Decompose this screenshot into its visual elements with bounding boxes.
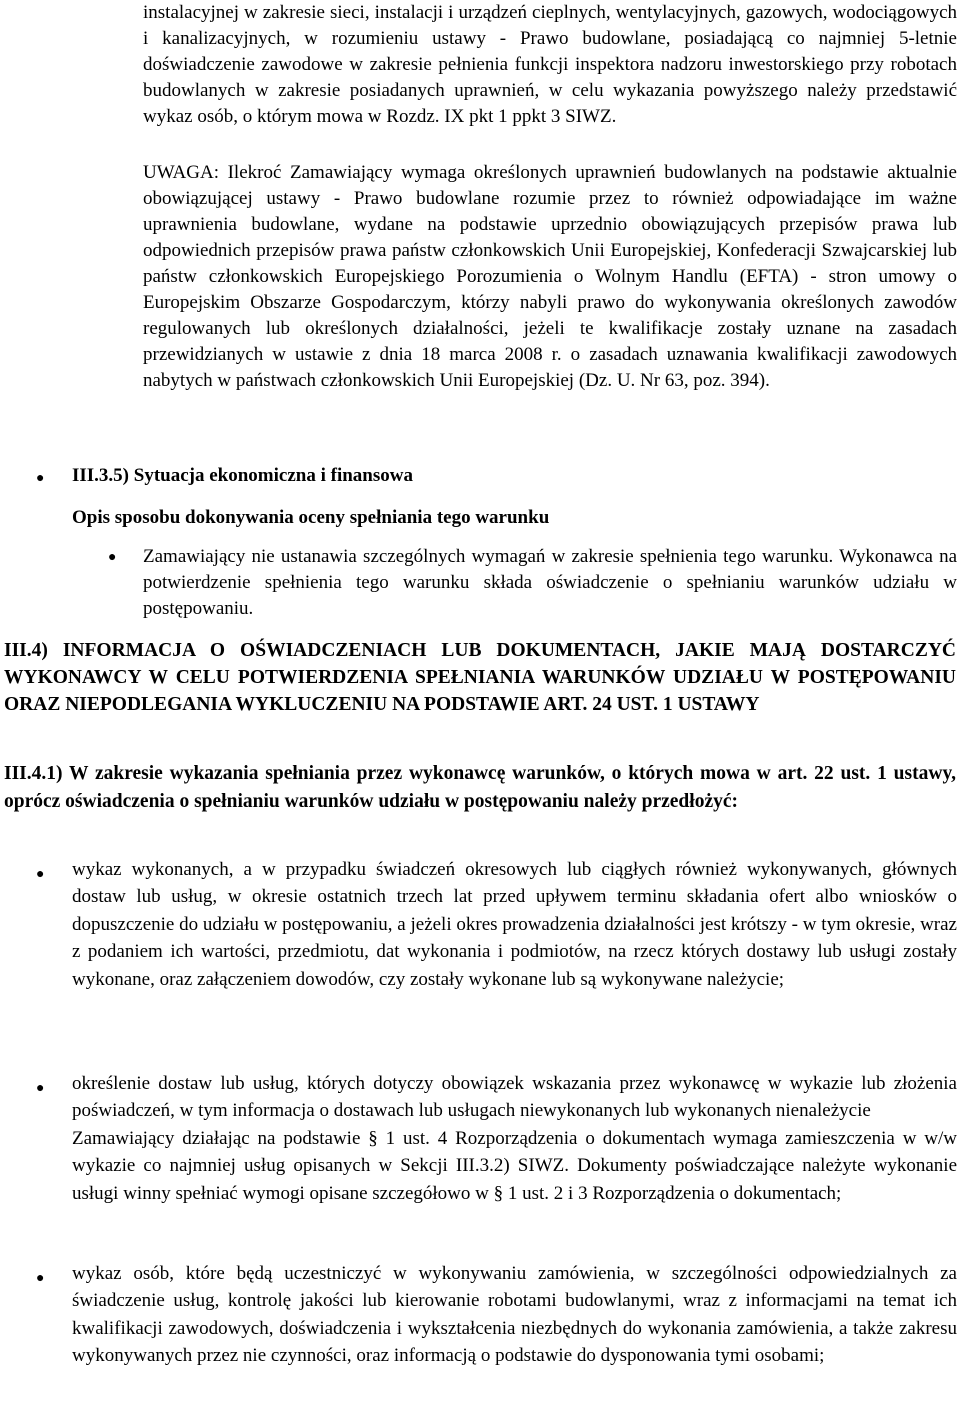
- bullet-icon: ●: [36, 1271, 45, 1286]
- uwaga-paragraph: UWAGA: Ilekroć Zamawiający wymaga określonych uprawnień budowlanych na podstawie aktualnie obowiązującej ustawy - Prawo budowlane rozumie przez to również odpowiadające im ważne uprawnienia budowlane, wydane na podstawie uprzednio obowiązujących przepisów prawa lub odpowiednich przepisów prawa państw członkowskich Unii Europejskiej, Konfederacji Szwajcarskiej lub państw członkowskich Europejskiego Porozumienia o Wolnym Handlu (EFTA) - stron umowy o Europejskim Obszarze Gospodarczym, którzy nabyli prawo do wykonywania określonych zawodów regulowanych lub określonych działalności, jeżeli te kwalifikacje zostały uznane na zasadach przewidzianych w ustawie z dnia 18 marca 2008 r. o zasadach uznawania kwalifikacji zawodowych nabytych w państwach członkowskich Unii Europejskiej (Dz. U. Nr 63, poz. 394).: [143, 162, 957, 391]
- intro-paragraph: instalacyjnej w zakresie sieci, instalacji i urządzeń cieplnych, wentylacyjnych, gazowych, wodociągowych i kanalizacyjnych, w rozumieniu ustawy - Prawo budowlane, posiadającą co najmniej 5-letnie doświadczenie zawodowe w zakresie pełnienia funkcji inspektora nadzoru inwestorskiego przy robotach budowlanych w zakresie posiadanych uprawnień, w celu wykazania powyższego należy przedstawić wykaz osób, o którym mowa w Rozdz. IX pkt 1 ppkt 3 SIWZ.: [143, 2, 957, 127]
- bullet-icon: ●: [36, 471, 45, 486]
- opis-title: Opis sposobu dokonywania oceny spełniania tego warunku: [72, 507, 550, 528]
- bullet-4-1-item-2-note: Zamawiający działając na podstawie § 1 ust. 4 Rozporządzenia o dokumentach wymaga zamieszczenia w w/w wykazie co najmniej usług opisanych w Sekcji III.3.2) SIWZ. Dokumenty poświadczające należyte wykonanie usługi winny spełniać wymogi opisane szczegółowo w § 1 ust. 2 i 3 Rozporządzenia o dokumentach;: [72, 1127, 957, 1204]
- section-3-5-title: III.3.5) Sytuacja ekonomiczna i finansowa: [72, 465, 413, 486]
- section-3-5-bullet-text: Zamawiający nie ustanawia szczególnych wymagań w zakresie spełnienia tego warunku. Wykonawca na potwierdzenie spełnienia tego warunku składa oświadczenie o spełnianiu warunków udziału w postępowaniu.: [143, 546, 957, 619]
- bullet-4-1-item-2-text: określenie dostaw lub usług, których dotyczy obowiązek wskazania przez wykonawcę w wykazie lub złożenia poświadczeń, w tym informacja o dostawach lub usługach niewykonanych lub wykonanych nienależycie: [72, 1073, 957, 1122]
- bullet-icon: ●: [36, 1081, 45, 1096]
- bullet-icon: ●: [36, 867, 45, 882]
- section-4-title: III.4) INFORMACJA O OŚWIADCZENIACH LUB DOKUMENTACH, JAKIE MAJĄ DOSTARCZYĆ WYKONAWCY W CELU POTWIERDZENIA SPEŁNIANIA WARUNKÓW UDZIAŁU W POSTĘPOWANIU ORAZ NIEPODLEGANIA WYKLUCZENIU NA PODSTAWIE ART. 24 UST. 1 USTAWY: [4, 640, 956, 715]
- bullet-icon: ●: [108, 550, 117, 565]
- bullet-4-1-item-2: [72, 1070, 957, 1207]
- bullet-4-1-item-3: wykaz osób, które będą uczestniczyć w wykonywaniu zamówienia, w szczególności odpowiedzialnych za świadczenie usług, kontrolę jakości lub kierowanie robotami budowlanymi, wraz z informacjami na temat ich kwalifikacji zawodowych, doświadczenia i wykształcenia niezbędnych do wykonania zamówienia, a także zakresu wykonywanych przez nie czynności, oraz informacją o podstawie do dysponowania tymi osobami;: [72, 1263, 957, 1367]
- bullet-4-1-item-1: wykaz wykonanych, a w przypadku świadczeń okresowych lub ciągłych również wykonywanych, głównych dostaw lub usług, w okresie ostatnich trzech lat przed upływem terminu składania ofert albo wniosków o dopuszczenie do udziału w postępowaniu, a jeżeli okres prowadzenia działalności jest krótszy - w tym okresie, wraz z podaniem ich wartości, przedmiotu, dat wykonania i podmiotów, na rzecz których dostawy lub usługi zostały wykonane, oraz załączeniem dowodów, czy zostały wykonane lub są wykonywane należycie;: [72, 859, 957, 990]
- section-4-1-title: III.4.1) W zakresie wykazania spełniania przez wykonawcę warunków, o których mowa w art. 22 ust. 1 ustawy, oprócz oświadczenia o spełnianiu warunków udziału w postępowaniu należy przedłożyć:: [4, 763, 956, 812]
